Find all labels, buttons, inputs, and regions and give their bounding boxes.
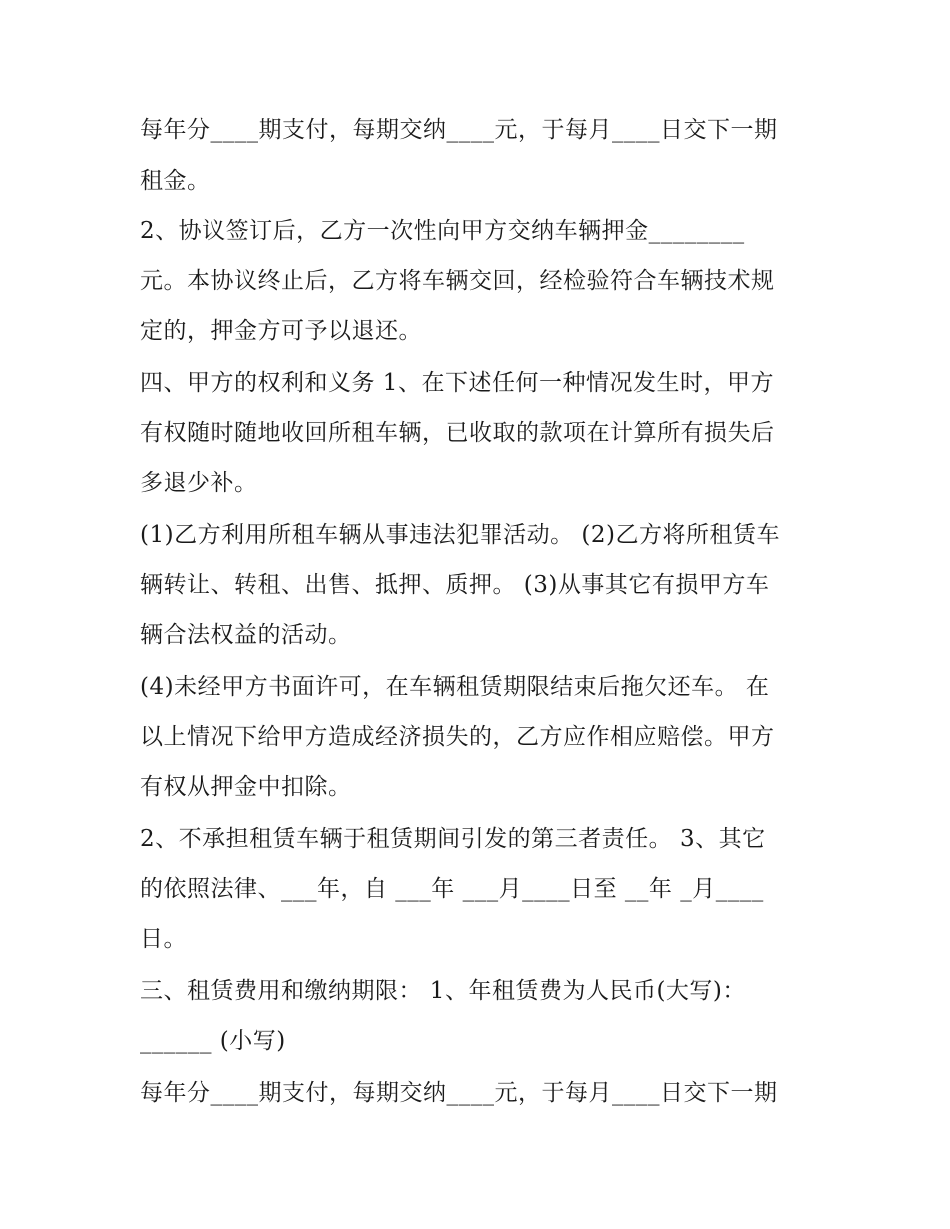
text-line: ______ (小写) bbox=[140, 1028, 286, 1054]
text-line: (4)未经甲方书面许可，在车辆租赁期限结束后拖欠还车。 在 bbox=[140, 674, 770, 700]
text-line: 2、不承担租赁车辆于租赁期间引发的第三者责任。 3、其它 bbox=[140, 826, 766, 852]
text-line: 2、协议签订后，乙方一次性向甲方交纳车辆押金________ bbox=[140, 218, 745, 244]
text-line: 租金。 bbox=[140, 168, 211, 194]
text-line: 以上情况下给甲方造成经济损失的，乙方应作相应赔偿。甲方 bbox=[140, 724, 775, 750]
text-line: 每年分____期支付，每期交纳____元，于每月____日交下一期 bbox=[140, 1080, 778, 1106]
text-line: 四、甲方的权利和义务 1、在下述任何一种情况发生时，甲方 bbox=[140, 370, 774, 396]
text-line: 辆合法权益的活动。 bbox=[140, 622, 352, 648]
text-line: 有权从押金中扣除。 bbox=[140, 774, 352, 800]
text-line: 多退少补。 bbox=[140, 470, 258, 496]
text-line: (1)乙方利用所租车辆从事违法犯罪活动。 (2)乙方将所租赁车 bbox=[140, 522, 780, 548]
text-line: 的依照法律、___年，自 ___年 ___月____日至 __年 _月____ bbox=[140, 876, 764, 902]
text-line: 辆转让、转租、出售、抵押、质押。 (3)从事其它有损甲方车 bbox=[140, 572, 770, 598]
text-line: 元。本协议终止后，乙方将车辆交回，经检验符合车辆技术规 bbox=[140, 268, 775, 294]
text-line: 日。 bbox=[140, 926, 187, 952]
text-line: 三、租赁费用和缴纳期限： 1、年租赁费为人民币(大写)： bbox=[140, 978, 746, 1004]
text-line: 定的，押金方可予以退还。 bbox=[140, 318, 422, 344]
text-line: 有权随时随地收回所租车辆，已收取的款项在计算所有损失后 bbox=[140, 420, 775, 446]
text-line: 每年分____期支付，每期交纳____元，于每月____日交下一期 bbox=[140, 117, 778, 143]
